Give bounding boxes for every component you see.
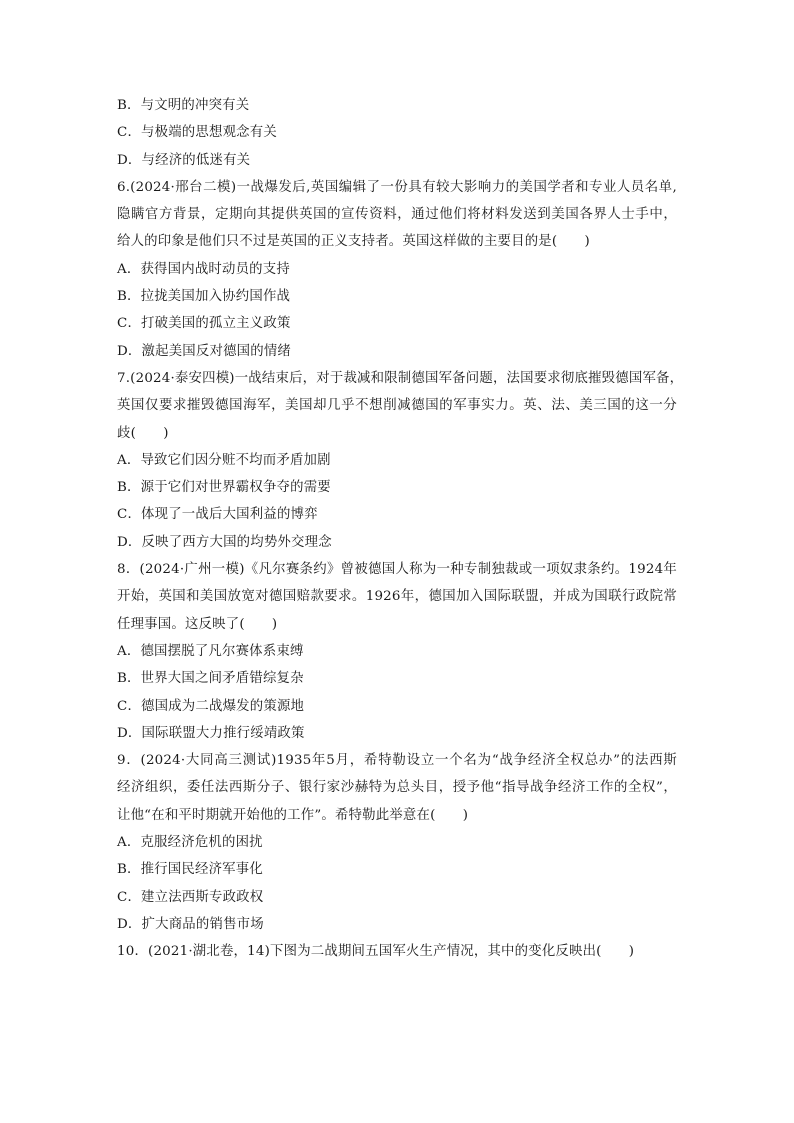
question-10 [117, 938, 677, 965]
question-stem-line: 经济组织，委任法西斯分子、银行家沙赫特为总头目，授予他“指导战争经济工作的全权”， [117, 780, 677, 796]
question-stem-line: 给人的印象是他们只不过是英国的正义支持者。英国这样做的主要目的是( ) [117, 234, 590, 250]
question-9 [117, 747, 677, 938]
question-6 [117, 174, 677, 365]
option-b: B．源于它们对世界霸权争夺的需要 [117, 480, 331, 496]
question-stem-line: 8．(2024·广州一模)《凡尔赛条约》曾被德国人称为一种专制独裁或一项奴隶条约。1924年 [117, 562, 677, 578]
option-b: B．推行国民经济军事化 [117, 862, 263, 878]
option-a: A．德国摆脱了凡尔赛体系束缚 [117, 643, 304, 659]
option-b: B．拉拢美国加入协约国作战 [117, 289, 291, 305]
question-stem-line: 9．(2024·大同高三测试)1935年5月，希特勒设立一个名为“战争经济全权总办”的法西斯 [117, 753, 677, 769]
question-stem-line: 6.(2024·邢台二模)一战爆发后,英国编辑了一份具有较大影响力的美国学者和专业人员名单, [117, 179, 677, 195]
option-d: D．与经济的低迷有关 [117, 152, 251, 168]
option-b: B．世界大国之间矛盾错综复杂 [117, 671, 304, 687]
option-a: A．克服经济危机的困扰 [117, 835, 263, 851]
option-a: A．获得国内战时动员的支持 [117, 261, 290, 277]
question-stem-line: 任理事国。这反映了( ) [117, 616, 278, 632]
question-stem-line: 英国仅要求摧毁德国海军，美国却几乎不想削减德国的军事实力。英、法、美三国的这一分 [117, 398, 677, 414]
option-b: B．与文明的冲突有关 [117, 98, 250, 113]
option-d: D．激起美国反对德国的情绪 [117, 343, 292, 359]
option-d: D．国际联盟大力推行绥靖政策 [117, 725, 305, 741]
option-a: A．导致它们因分赃不均而矛盾加剧 [117, 452, 331, 468]
question-list [117, 92, 684, 966]
question-stem-line: 隐瞒官方背景，定期向其提供英国的宣传资料，通过他们将材料发送到美国各界人士手中， [117, 207, 677, 223]
question-stem-line: 10．(2021·湖北卷，14)下图为二战期间五国军火生产情况，其中的变化反映出( ) [117, 944, 635, 960]
option-c: C．体现了一战后大国利益的博弈 [117, 507, 318, 523]
question-7 [117, 365, 684, 556]
option-c: C．德国成为二战爆发的策源地 [117, 698, 305, 714]
question-stem-line: 7.(2024·泰安四模)一战结束后，对于裁减和限制德国军备问题，法国要求彻底摧毁德国军备， [117, 370, 684, 386]
question-stem-line: 让他“在和平时期就开始他的工作”。希特勒此举意在( ) [117, 807, 469, 823]
option-c: C．与极端的思想观念有关 [117, 125, 277, 141]
question-stem-line: 歧( ) [117, 425, 169, 441]
option-d: D．扩大商品的销售市场 [117, 916, 264, 932]
question-stem-line: 开始，英国和美国放宽对德国赔款要求。1926年，德国加入国际联盟，并成为国联行政院常 [117, 589, 677, 605]
option-c: C．建立法西斯专政政权 [117, 889, 264, 905]
question-8 [117, 556, 677, 747]
option-c: C．打破美国的孤立主义政策 [117, 316, 291, 332]
question-5-continued [117, 92, 677, 174]
option-d: D．反映了西方大国的均势外交理念 [117, 534, 332, 550]
